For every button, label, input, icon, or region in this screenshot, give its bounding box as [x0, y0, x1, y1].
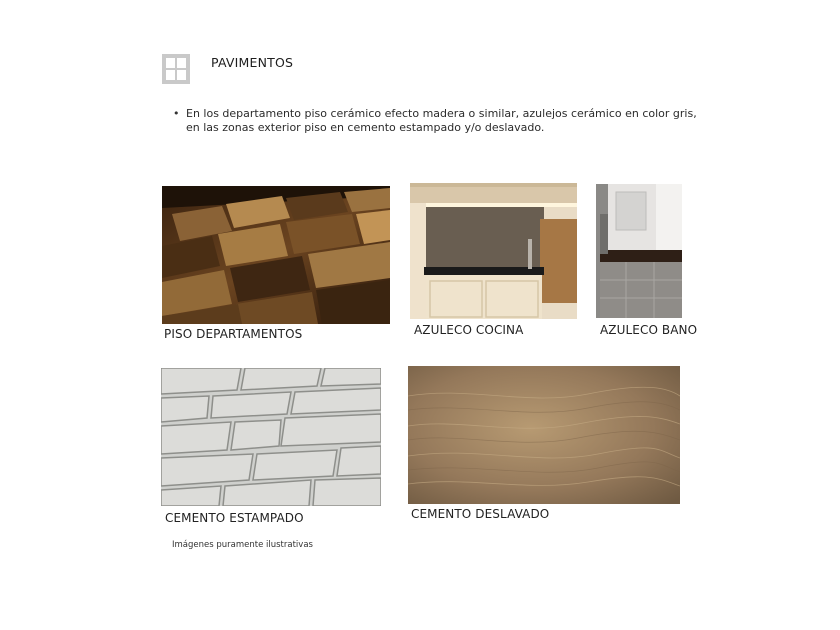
wood-floor-photo — [162, 186, 390, 324]
washed-concrete-photo — [408, 366, 680, 504]
caption-cemento-estampado: CEMENTO ESTAMPADO — [165, 511, 304, 525]
caption-piso-departamentos: PISO DEPARTAMENTOS — [164, 327, 303, 341]
section-title: PAVIMENTOS — [211, 55, 294, 70]
window-grid-icon — [162, 54, 190, 84]
caption-azuleco-bano: AZULECO BANO — [600, 323, 698, 337]
kitchen-tile-photo — [410, 183, 577, 319]
bathroom-tile-photo — [596, 184, 682, 318]
footnote: Imágenes puramente ilustrativas — [172, 540, 313, 550]
caption-cemento-deslavado: CEMENTO DESLAVADO — [411, 507, 550, 521]
bullet-marker: • — [173, 107, 180, 120]
description-text: En los departamento piso cerámico efecto madera o similar, azulejos cerámico en color gris, en las zonas exterior piso en cemento estampado y/o deslavado. — [186, 107, 697, 134]
stamped-concrete-photo — [161, 368, 381, 506]
caption-azuleco-cocina: AZULECO COCINA — [414, 323, 524, 337]
